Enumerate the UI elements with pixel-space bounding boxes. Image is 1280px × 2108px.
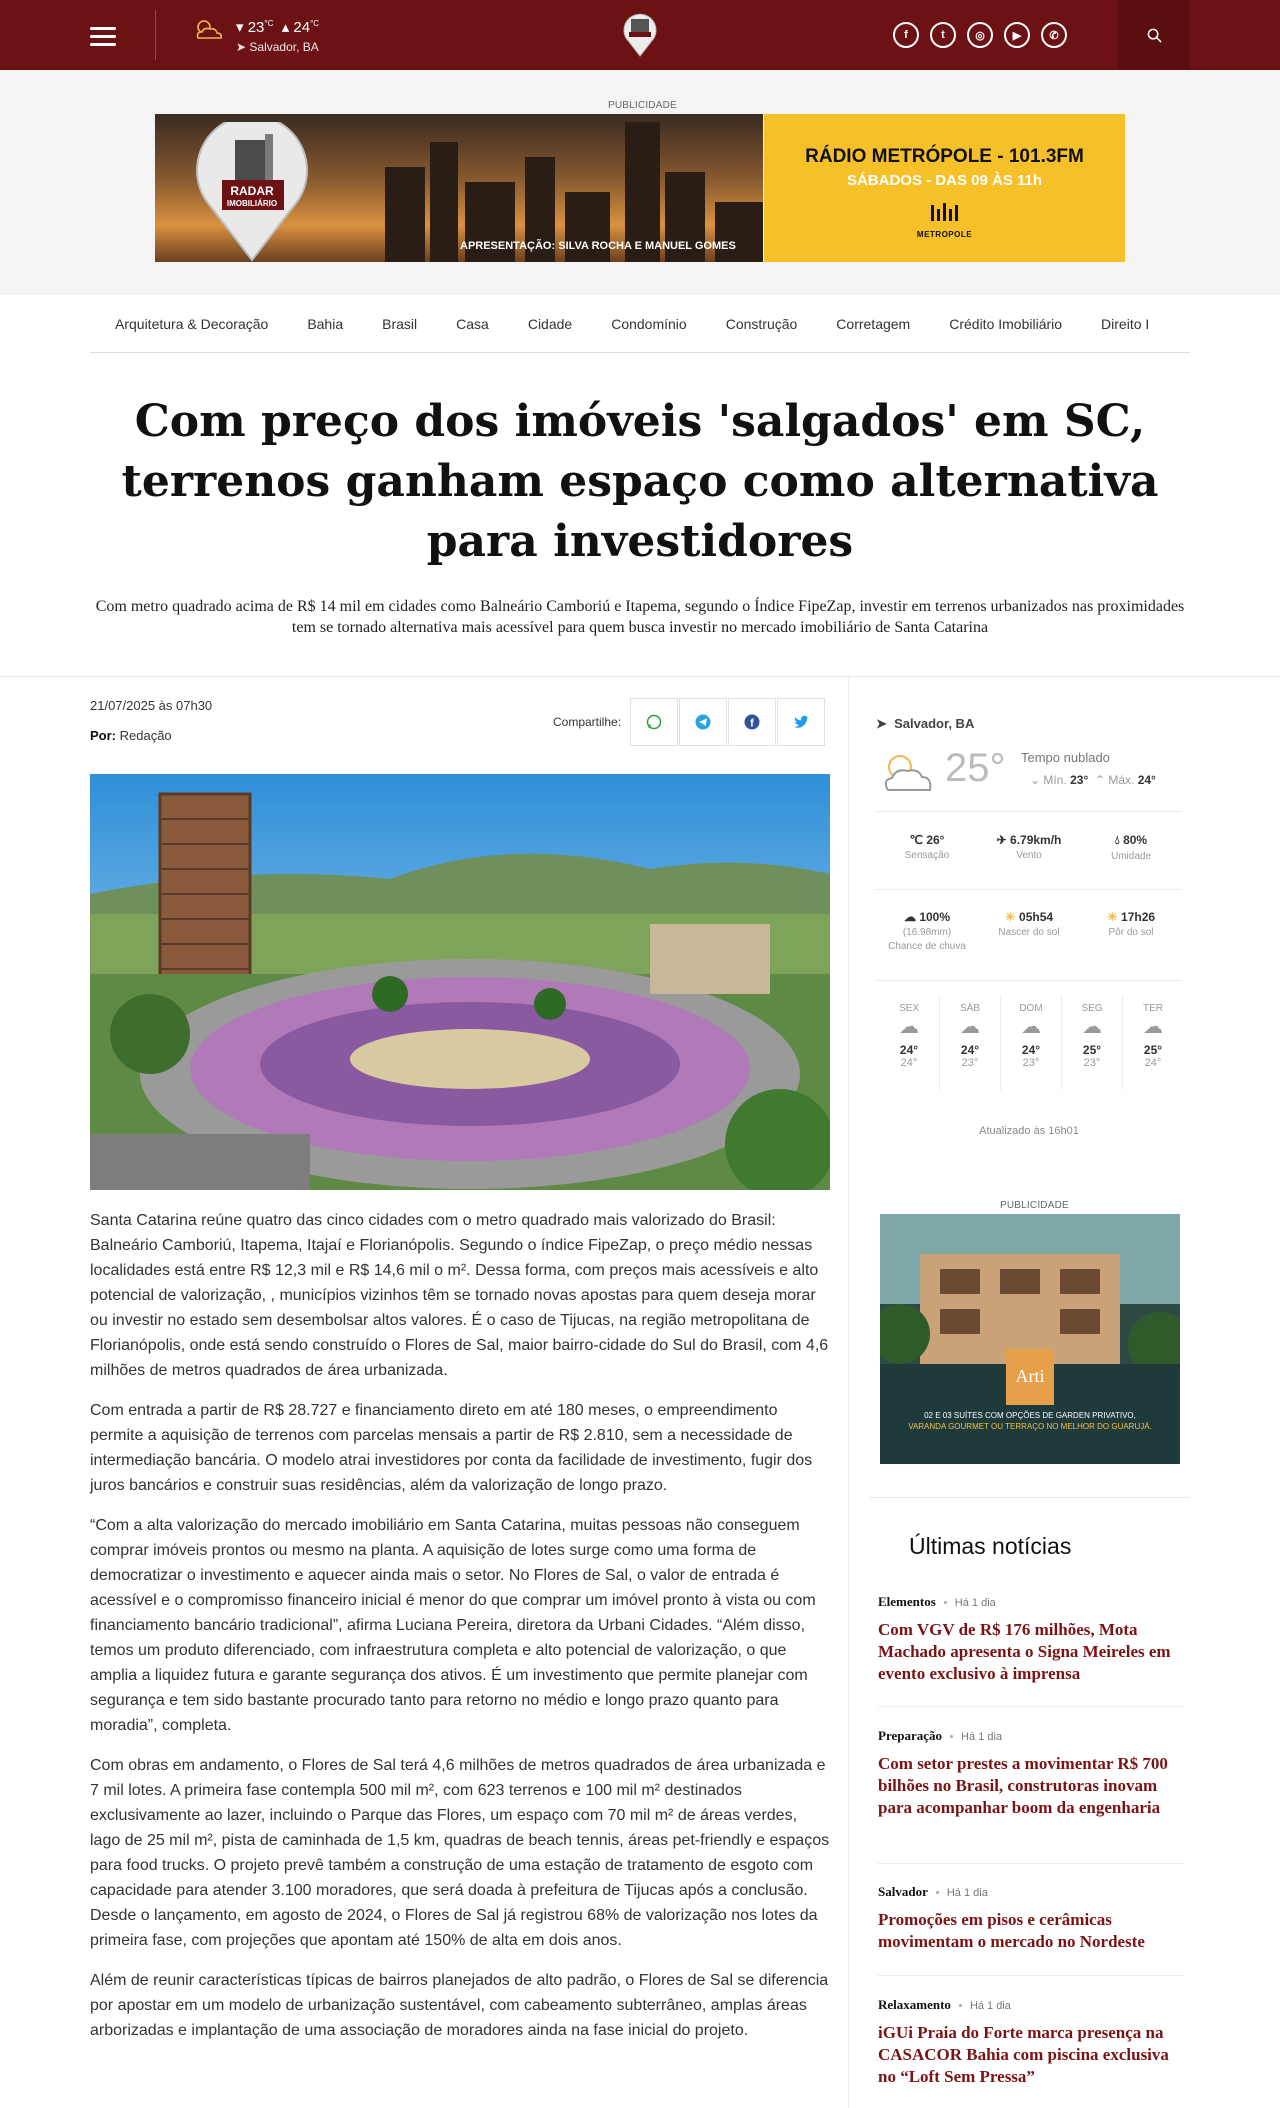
telegram-icon: [695, 714, 711, 730]
weather-description: Tempo nublado: [1021, 750, 1110, 765]
news-divider: [878, 1863, 1184, 1864]
sunrise-icon: ☀: [1004, 910, 1016, 924]
news-item[interactable]: Preparação Há 1 dia Com setor prestes a movimentar R$ 700 bilhões no Brasil, construtoras inovam para acompanhar boom da engenharia: [878, 1727, 1184, 1819]
header-divider: [155, 10, 156, 60]
ad-presenters: APRESENTAÇÃO: SILVA ROCHA E MANUEL GOMES: [460, 240, 736, 252]
header-temps: ▾ $23^{^\circ C}$ ▴ $24^{^\circ C}$: [236, 19, 320, 36]
article-image: [90, 774, 830, 1190]
search-button[interactable]: [1118, 0, 1190, 70]
rain-cloud-icon: ☁: [899, 1016, 919, 1038]
rain-cloud-icon: ☁: [1021, 1016, 1041, 1038]
news-title-link[interactable]: Com setor prestes a movimentar R$ 700 bilhões no Brasil, construtoras inovam para acompanhar boom da engenharia: [878, 1754, 1168, 1817]
news-item[interactable]: Relaxamento Há 1 dia iGUi Praia do Forte marca presença na CASACOR Bahia com piscina exclusiva no “Loft Sem Pressa”: [878, 1996, 1184, 2088]
category-link[interactable]: Casa: [456, 316, 489, 332]
headline-divider: [0, 676, 1280, 677]
share-label: Compartilhe:: [553, 715, 622, 729]
category-link[interactable]: Corretagem: [836, 316, 911, 332]
arti-ad-image: [880, 1214, 1180, 1464]
share-facebook-button[interactable]: [728, 698, 776, 746]
rain-cloud-icon: ☁: [903, 910, 916, 924]
cloudy-sun-icon: [192, 18, 224, 42]
twitter-icon: [793, 715, 810, 730]
cloudy-sun-icon: [878, 750, 938, 794]
rain-cloud-icon: ☁: [1082, 1016, 1102, 1038]
share-telegram-button[interactable]: [679, 698, 727, 746]
location-arrow-icon: ➤: [236, 40, 247, 54]
thermometer-icon: ℃: [909, 833, 923, 847]
metropole-logo-icon: [925, 201, 965, 225]
share-twitter-button[interactable]: [777, 698, 825, 746]
header-city: ➤ Salvador, BA: [236, 40, 319, 54]
weather-updated: Atualizado às 16h01: [979, 1125, 1079, 1137]
category-link[interactable]: Crédito Imobiliário: [949, 316, 1063, 332]
twitter-icon[interactable]: t: [930, 22, 956, 48]
metropole-brand: METROPOLE: [916, 230, 973, 239]
category-link[interactable]: Brasil: [382, 316, 418, 332]
menu-icon[interactable]: [90, 27, 116, 45]
ad-label: PUBLICIDADE: [608, 100, 677, 111]
category-link[interactable]: Arquitetura & Decoração: [115, 316, 269, 332]
svg-text:02 E 03 SUÍTES COM OPÇÕES DE G: 02 E 03 SUÍTES COM OPÇÕES DE GARDEN PRIVATIVO,: [924, 1411, 1136, 1420]
rain-cloud-icon: ☁: [960, 1016, 980, 1038]
forecast-day: SÁB ☁ 24° 23°: [940, 1003, 1000, 1069]
weather-humidity: 💧︎ 80% Umidade: [1110, 833, 1152, 862]
category-link[interactable]: Construção: [725, 316, 798, 332]
weather-min-max: ⌄ Mín. 23° ⌃ Máx. 24°: [1030, 773, 1156, 787]
arrow-up-icon: ⌃: [1094, 773, 1105, 787]
arti-ad-banner[interactable]: [880, 1214, 1180, 1464]
news-title-link[interactable]: Com VGV de R$ 176 milhões, Mota Machado apresenta o Signa Meireles em evento exclusivo à imprensa: [878, 1620, 1171, 1683]
share-whatsapp-button[interactable]: [630, 698, 678, 746]
article-paragraph: Com entrada a partir de R$ 28.727 e financiamento direto em até 180 meses, o empreendimento permite a aquisição de terrenos com parcelas mensais a partir de R$ 2.810, sem a necessidade de intermediação bancária. O modelo atrai investidores por conta da facilidade de investimento, fugir dos juros bancários e construir suas residências, além da valorização de longo prazo.: [90, 1402, 813, 1494]
article-paragraph: “Com a alta valorização do mercado imobiliário em Santa Catarina, muitas pessoas não conseguem comprar imóveis prontos ou mesmo na planta. A aquisição de lotes surge como uma forma de democratizar o investimento e aquecer ainda mais o setor. No Flores de Sal, o valor de entrada é acessível e o compromisso financeiro inicial é menor do que comprar um imóvel pronto à vista ou com financiamento bancário tradicional”, afirma Luciana Pereira, diretora da Urbani Cidades. “Além disso, temos um produto diferenciado, com infraestrutura completa e alto potencial de valorização, o que amplia a liquidez futura e garante segurança dos ativos. É um investimento que permite planejar com segurança e tem sido bastante procurado tanto para retorno no médio e longo prazo quanto para moradia”, completa.: [90, 1517, 816, 1734]
latest-news-heading: Últimas notícias: [909, 1533, 1072, 1559]
search-icon: [1147, 28, 1162, 43]
arrow-down-icon: ▾: [236, 19, 244, 36]
whatsapp-icon: [646, 714, 662, 730]
top-header: [0, 0, 1280, 70]
forecast-day: TER ☁ 25° 24°: [1123, 1003, 1183, 1069]
wind-icon: ✈: [996, 833, 1007, 847]
weather-feels: ℃ 26° Sensação: [904, 833, 950, 861]
sidebar-section-divider: [870, 1497, 1190, 1498]
article-title: Com preço dos imóveis 'salgados' em SC, terrenos ganham espaço como alternativa para investidores: [121, 396, 1159, 567]
article-author: Por: Redação: [90, 728, 172, 743]
radar-logo: [195, 122, 310, 262]
news-title-link[interactable]: Promoções em pisos e cerâmicas movimentam o mercado no Nordeste: [878, 1910, 1145, 1951]
forecast-day: SEX ☁ 24° 24°: [879, 1003, 939, 1069]
news-item[interactable]: Elementos Há 1 dia Com VGV de R$ 176 milhões, Mota Machado apresenta o Signa Meireles em evento exclusivo à imprensa: [878, 1593, 1184, 1685]
weather-rain: ☁ 100% (16.98mm) Chance de chuva: [888, 910, 966, 952]
article-paragraph: Com obras em andamento, o Flores de Sal terá 4,6 milhões de metros quadrados de área urbanizada e 7 mil lotes. A primeira fase contempla 500 mil m², com 623 terrenos e 100 mil m² destinados exclusivamente ao lazer, incluindo o Parque das Flores, um espaço com 70 mil m² de áreas verdes, lago de 25 mil m², pista de caminhada de 1,5 km, quadras de beach tennis, áreas pet-friendly e espaços para food trucks. O projeto prevê também a construção de uma estação de tratamento de esgoto com capacidade para atender 3.100 moradores, que será doada à prefeitura de Tijucas após a conclusão. Desde o lançamento, em agosto de 2024, o Flores de Sal já registrou 68% de valorização nos lotes da primeira fase, com projeções que apontam até 150% de alta em dois anos.: [90, 1757, 830, 1949]
social-links: [893, 22, 1067, 48]
sunset-icon: ☀: [1106, 910, 1118, 924]
category-link[interactable]: Bahia: [307, 316, 344, 332]
category-link[interactable]: Direito I: [1101, 316, 1150, 332]
forecast-day: DOM ☁ 24° 23°: [1001, 1003, 1061, 1069]
news-divider: [878, 1975, 1184, 1976]
facebook-icon: [744, 714, 760, 730]
weather-temperature: 25°: [945, 746, 1006, 790]
instagram-icon[interactable]: ◎: [967, 22, 993, 48]
metropole-ad-banner[interactable]: [764, 114, 1125, 262]
radar-ad-banner[interactable]: [155, 114, 763, 262]
droplet-icon: 💧︎: [1114, 833, 1120, 847]
facebook-icon[interactable]: f: [893, 22, 919, 48]
radio-schedule: SÁBADOS - DAS 09 ÀS 11h: [846, 172, 1043, 189]
svg-text:VARANDA GOURMET OU TERRAÇO NO: VARANDA GOURMET OU TERRAÇO NO MELHOR DO GUARUJÁ.: [908, 1422, 1152, 1431]
arrow-up-icon: ▴: [281, 19, 290, 36]
category-link[interactable]: Condomínio: [611, 316, 687, 332]
news-item[interactable]: Salvador Há 1 dia Promoções em pisos e cerâmicas movimentam o mercado no Nordeste: [878, 1883, 1184, 1953]
article-paragraph: Santa Catarina reúne quatro das cinco cidades com o metro quadrado mais valorizado do Brasil: Balneário Camboriú, Itapema, Itajaí e Florianópolis. Segundo o índice FipeZap, o preço médio nessas localidades está entre R$ 12,3 mil e R$ 14,6 mil o m². Dessa forma, com preços mais acessíveis e alto potencial de valorização, , municípios vizinhos têm se tornado novas apostas para quem deseja morar ou investir no estado sem desembolsar altos valores. É o caso de Tijucas, na região metropolitana de Florianópolis, onde está sendo construído o Flores de Sal, maior bairro-cidade do Sul do Brasil, com 4,6 milhões de metros quadrados de área urbanizada.: [90, 1212, 829, 1379]
location-arrow-icon: ➤: [876, 716, 887, 731]
article-subtitle: Com metro quadrado acima de R$ 14 mil em cidades como Balneário Camboriú e Itapema, segundo o Índice FipeZap, investir em terrenos urbanizados nas proximidades tem se tornado alternativa mais acessível para quem busca investir no mercado imobiliário de Santa Catarina: [95, 598, 1185, 636]
category-link[interactable]: Cidade: [527, 316, 573, 332]
weather-divider: [876, 980, 1182, 981]
rain-cloud-icon: ☁: [1143, 1016, 1163, 1038]
whatsapp-icon[interactable]: ✆: [1041, 22, 1067, 48]
svg-text:f: f: [750, 717, 754, 730]
news-divider: [878, 1706, 1184, 1707]
svg-text:Arti: Arti: [1015, 1366, 1045, 1386]
arrow-down-icon: ⌄: [1030, 773, 1041, 787]
article-paragraph: Além de reunir características típicas de bairros planejados de alto padrão, o Flores de Sal se diferencia por apostar em um modelo de urbanização sustentável, com cabeamento subterrâneo, amplas áreas arborizadas e implantação de uma associação de moradores ainda na fase inicial do projeto.: [90, 1972, 829, 2039]
news-title-link[interactable]: iGUi Praia do Forte marca presença na CASACOR Bahia com piscina exclusiva no “Loft Sem Pressa”: [878, 2023, 1169, 2086]
forecast-day: SEG ☁ 25° 23°: [1062, 1003, 1122, 1069]
article-date: 21/07/2025 às 07h30: [90, 698, 213, 713]
site-logo[interactable]: [620, 10, 660, 58]
sidebar-divider: [848, 678, 849, 2108]
weather-city: ➤ Salvador, BA: [876, 716, 975, 731]
radio-name: RÁDIO METRÓPOLE - 101.3FM: [805, 146, 1084, 167]
weather-sunrise: ☀ 05h54 Nascer do sol: [998, 910, 1060, 938]
weather-sunset: ☀ 17h26 Pôr do sol: [1106, 910, 1156, 938]
youtube-icon[interactable]: ▶: [1004, 22, 1030, 48]
svg-text:IMOBILIÁRIO: IMOBILIÁRIO: [226, 199, 278, 208]
article-body: [90, 1208, 830, 2058]
svg-text:RADAR: RADAR: [230, 184, 274, 198]
weather-wind: ✈ 6.79km/h Vento: [996, 833, 1062, 861]
weather-divider: [876, 811, 1182, 812]
weather-divider: [876, 889, 1182, 890]
category-nav: [90, 296, 1190, 353]
ad-label: PUBLICIDADE: [1000, 1200, 1069, 1211]
